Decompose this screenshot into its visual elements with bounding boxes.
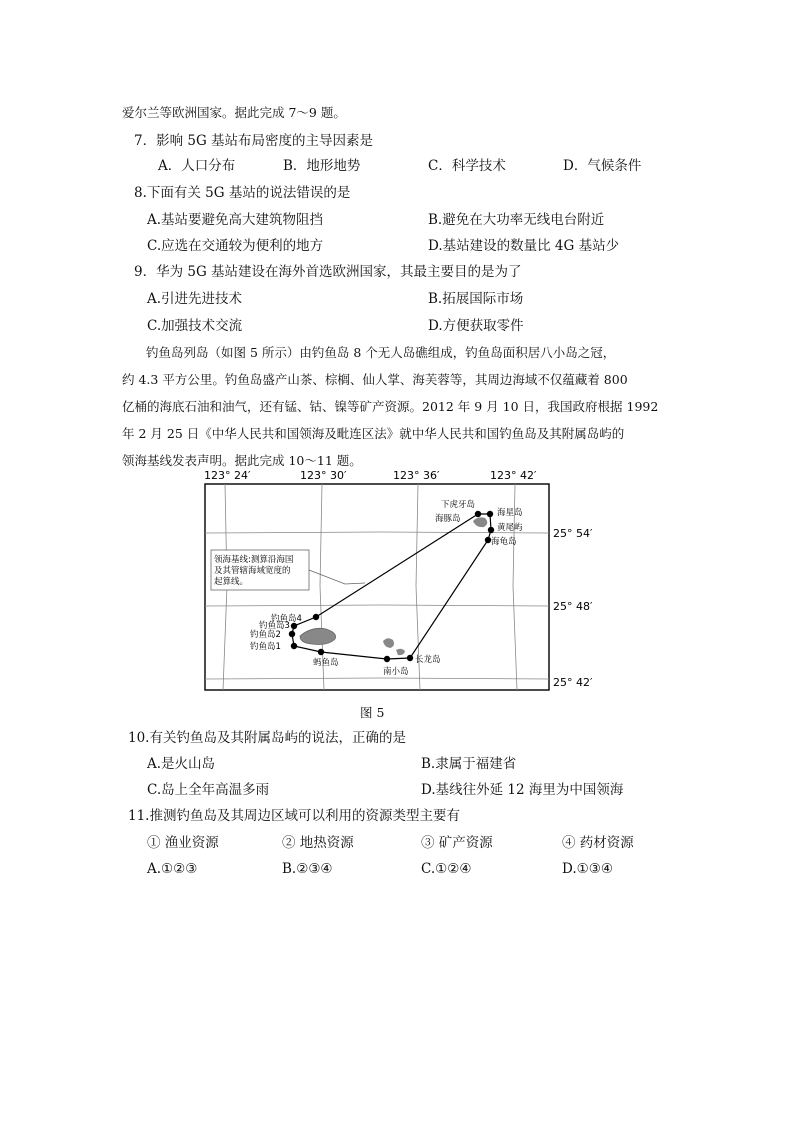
label-xiahuya: 下虎牙岛: [441, 500, 476, 510]
lon-label-2: 123° 30′: [300, 469, 347, 482]
q7-option-d[interactable]: D．气候条件: [563, 158, 642, 174]
q7-option-a[interactable]: A．人口分布: [158, 158, 236, 174]
label-diaoyu-3: 钓鱼岛3: [259, 621, 290, 631]
q10-option-b[interactable]: B.隶属于福建省: [421, 756, 517, 772]
passage: [122, 339, 678, 474]
q11-option-a[interactable]: A.①②③: [147, 861, 198, 877]
lon-label-1: 123° 24′: [204, 469, 251, 482]
figure-caption: 图 5: [360, 705, 385, 720]
q11-item-4: ④ 药材资源: [562, 835, 634, 851]
callout-line-1: 领海基线:测算沿海国: [214, 555, 294, 565]
passage-line-1: 钓鱼岛列岛（如图 5 所示）由钓鱼岛 8 个无人岛礁组成，钓鱼岛面积居八小岛之冠，: [146, 345, 616, 360]
q8-stem: 8.下面有关 5G 基站的说法错误的是: [134, 185, 351, 201]
label-huangwei: 黄尾屿: [497, 523, 523, 533]
q9-option-d[interactable]: D.方便获取零件: [428, 318, 524, 334]
label-diaoyu-1: 钓鱼岛1: [250, 642, 281, 652]
label-mayu: 蚂鱼岛: [313, 658, 339, 668]
label-diaoyu-4: 钓鱼岛4: [271, 614, 302, 624]
q10-option-d[interactable]: D.基线往外延 12 海里为中国领海: [421, 782, 624, 798]
label-diaoyu-2: 钓鱼岛2: [250, 630, 281, 640]
base-point-xiahuya: [475, 511, 481, 517]
passage-line-4: 年 2 月 25 日《中华人民共和国领海及毗连区法》就中华人民共和国钓鱼岛及其附属岛屿的: [122, 426, 625, 441]
base-point-haixing: [487, 511, 493, 517]
q11-stem: 11.推测钓鱼岛及其周边区域可以利用的资源类型主要有: [128, 808, 460, 824]
passage-line-3: 亿桶的海底石油和油气，还有锰、钴、镍等矿产资源。2012 年 9 月 10 日，我国政府根据 1992: [122, 399, 659, 414]
label-haigui: 海龟岛: [491, 537, 517, 547]
passage-line-5: 领海基线发表声明。据此完成 10～11 题。: [122, 453, 362, 468]
passage-line-2: 约 4.3 平方公里。钓鱼岛盛产山茶、棕榈、仙人掌、海芙蓉等，其周边海域不仅蕴藏着 800: [122, 372, 628, 387]
label-changlong: 长龙岛: [415, 655, 441, 665]
q8-option-b[interactable]: B.避免在大功率无线电台附近: [428, 212, 605, 228]
q9-option-a[interactable]: A.引进先进技术: [147, 291, 243, 307]
label-haixing: 海星岛: [497, 508, 523, 518]
q7-option-b[interactable]: B．地形地势: [283, 158, 361, 174]
base-point-mayu: [318, 649, 324, 655]
label-nanxiao: 南小岛: [383, 667, 409, 677]
q8-option-d[interactable]: D.基站建设的数量比 4G 基站少: [428, 238, 620, 254]
diaoyu-islands-map: [0, 466, 794, 726]
q10-option-a[interactable]: A.是火山岛: [147, 756, 216, 772]
base-point-diaoyu-1: [291, 643, 297, 649]
base-point-changlong: [407, 655, 413, 661]
q11-item-2: ② 地热资源: [282, 835, 354, 851]
q10-option-c[interactable]: C.岛上全年高温多雨: [147, 782, 270, 798]
callout-line-3: 起算线。: [214, 577, 249, 587]
lat-label-3: 25° 42′: [553, 676, 593, 689]
base-point-diaoyu-2: [289, 631, 295, 637]
base-point-huangwei: [488, 527, 494, 533]
q10-stem: 10.有关钓鱼岛及其附属岛屿的说法，正确的是: [128, 730, 406, 746]
callout-line-2: 及其管辖海域宽度的: [214, 566, 291, 576]
q9-stem: 9．华为 5G 基站建设在海外首选欧洲国家，其最主要目的是为了: [134, 264, 522, 280]
q11-option-d[interactable]: D.①③④: [562, 861, 613, 877]
q11-item-1: ① 渔业资源: [147, 835, 219, 851]
q11-option-c[interactable]: C.①②④: [421, 861, 472, 877]
label-haitun: 海豚岛: [435, 514, 461, 524]
q9-option-b[interactable]: B.拓展国际市场: [428, 291, 524, 307]
q7-option-c[interactable]: C．科学技术: [428, 158, 506, 174]
lon-label-4: 123° 42′: [490, 469, 537, 482]
q9-option-c[interactable]: C.加强技术交流: [147, 318, 243, 334]
lon-label-3: 123° 36′: [393, 469, 440, 482]
intro-tail: 爱尔兰等欧洲国家。据此完成 7～9 题。: [122, 105, 346, 120]
lat-label-1: 25° 54′: [553, 527, 593, 540]
q8-option-a[interactable]: A.基站要避免高大建筑物阻挡: [147, 212, 324, 228]
q11-item-3: ③ 矿产资源: [421, 835, 493, 851]
q8-option-c[interactable]: C.应选在交通较为便利的地方: [147, 238, 324, 254]
lat-label-2: 25° 48′: [553, 600, 593, 613]
q11-option-b[interactable]: B.②③④: [282, 861, 333, 877]
q7-stem: 7．影响 5G 基站布局密度的主导因素是: [134, 133, 374, 149]
base-point-nanxiao: [384, 656, 390, 662]
base-point-diaoyu-4: [313, 614, 319, 620]
